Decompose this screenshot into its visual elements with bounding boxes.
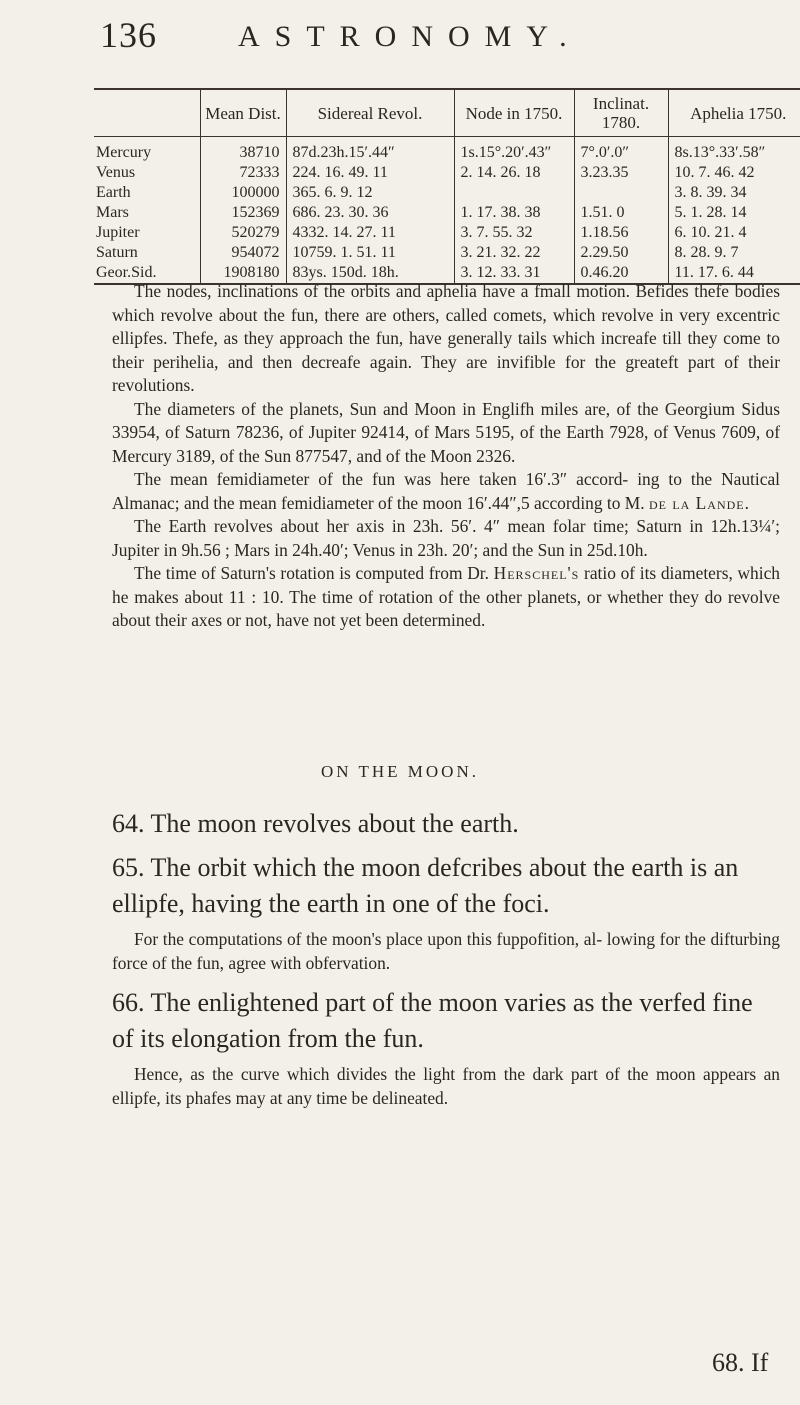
header-aphelia: Aphelia 1750.	[668, 89, 800, 137]
running-title: ASTRONOMY.	[238, 20, 582, 53]
mean-distance: 100000	[200, 183, 286, 203]
paragraph-text: The mean femidiameter of the fun was here taken 16′.3″ accord- ing to the Nautical Almanac; and the mean femidiameter of the moon 16′.44″,5 according to M.	[112, 469, 780, 513]
aphelion: 8s.13°.33′.58″	[668, 137, 800, 164]
node: 2. 14. 26. 18	[454, 163, 574, 183]
mean-distance: 38710	[200, 137, 286, 164]
author-name: Herschel's	[493, 563, 580, 583]
planet-name: Saturn	[96, 244, 138, 261]
moon-articles	[112, 806, 780, 1110]
header-sidereal-revol: Sidereal Revol.	[286, 89, 454, 137]
article-64: 64. The moon revolves about the earth.	[112, 809, 519, 838]
node: 3. 7. 55. 32	[454, 223, 574, 243]
table-row	[94, 243, 800, 263]
table-row	[94, 183, 800, 203]
node: 1s.15°.20′.43″	[454, 137, 574, 164]
node	[454, 183, 574, 203]
mean-distance: 1908180	[200, 263, 286, 284]
mean-distance: 954072	[200, 243, 286, 263]
table-row	[94, 137, 800, 164]
paragraph-text: .	[744, 492, 749, 513]
article-66: 66. The enlightened part of the moon varies as the verfed fine of its elongation from the fun.	[112, 988, 753, 1053]
inclination: 1.18.56	[574, 223, 668, 243]
body-text	[112, 280, 780, 633]
planet-name: Mercury	[96, 144, 152, 161]
page-header	[100, 14, 800, 74]
node: 3. 12. 33. 31	[454, 263, 574, 284]
sidereal-revolution: 83ys. 150d. 18h.	[286, 263, 454, 284]
sidereal-revolution: 10759. 1. 51. 11	[286, 243, 454, 263]
planet-name: Geor.Sid.	[94, 263, 200, 284]
article-65-note: For the computations of the moon's place upon this fuppofition, al- lowing for the difturbing force of the fun, agree with obfervation.	[112, 929, 780, 973]
author-name: de la Lande	[648, 492, 745, 513]
table-row	[94, 223, 800, 243]
page-number: 136	[100, 15, 157, 55]
planet-name: Jupiter	[96, 224, 140, 241]
header-inclination: Inclinat. 1780.	[574, 89, 668, 137]
planet-elements-table	[94, 88, 800, 285]
planet-name: Venus	[96, 164, 136, 181]
aphelion: 6. 10. 21. 4	[668, 223, 800, 243]
section-heading: ON THE MOON.	[321, 762, 479, 781]
node: 3. 21. 32. 22	[454, 243, 574, 263]
inclination: 0.46.20	[574, 263, 668, 284]
paragraph-nodes: The nodes, inclinations of the orbits and aphelia have a fmall motion. Befides thefe bodies which revolve about the fun, there are others, called comets, which revolve in very excentric ellipfes. Thefe, as they approach the fun, have generally tails which increafe till they come to their perihelia, and then decreafe again. They are invifible for the greateft part of their revolutions.	[112, 281, 780, 395]
planet-name: Mars	[96, 204, 129, 221]
node: 1. 17. 38. 38	[454, 203, 574, 223]
table-header-row	[94, 89, 800, 137]
paragraph-text: ratio of its diameters, which he makes about 11 : 10. The time of rotation of the other planets, or whether they do revolve about their axes or not, have not yet been determined.	[112, 563, 780, 630]
paragraph-semidiameter	[112, 468, 780, 515]
planet-elements-table-wrap	[94, 88, 800, 285]
sidereal-revolution: 365. 6. 9. 12	[286, 183, 454, 203]
mean-distance: 152369	[200, 203, 286, 223]
table-row	[94, 203, 800, 223]
paragraph-diameters: The diameters of the planets, Sun and Moon in Englifh miles are, of the Georgium Sidus 33954, of Saturn 78236, of Jupiter 92414, of Mars 5195, of the Earth 7928, of Venus 7609, of Mercury 3189, of the Sun 877547, and of the Moon 2326.	[112, 398, 780, 466]
catchword: 68. If	[712, 1348, 769, 1377]
inclination: 2.29.50	[574, 243, 668, 263]
aphelion: 3. 8. 39. 34	[668, 183, 800, 203]
article-66-note: Hence, as the curve which divides the light from the dark part of the moon appears an ellipfe, its phafes may at any time be delineated.	[112, 1064, 780, 1108]
aphelion: 5. 1. 28. 14	[668, 203, 800, 223]
aphelion: 10. 7. 46. 42	[668, 163, 800, 183]
sidereal-revolution: 224. 16. 49. 11	[286, 163, 454, 183]
mean-distance: 72333	[200, 163, 286, 183]
planet-name: Earth	[96, 184, 131, 201]
paragraph-saturn	[112, 562, 780, 633]
sidereal-revolution: 4332. 14. 27. 11	[286, 223, 454, 243]
paragraph-text: The time of Saturn's rotation is computed from Dr.	[134, 563, 489, 583]
sidereal-revolution: 686. 23. 30. 36	[286, 203, 454, 223]
paragraph-rotation: The Earth revolves about her axis in 23h. 56′. 4″ mean folar time; Saturn in 12h.13¼′; Jupiter in 9h.56 ; Mars in 24h.40′; Venus in 23h. 20′; and the Sun in 25d.10h.	[112, 516, 780, 560]
article-65: 65. The orbit which the moon defcribes about the earth is an ellipfe, having the earth in one of the foci.	[112, 853, 739, 918]
inclination: 7°.0′.0″	[574, 137, 668, 164]
inclination: 3.23.35	[574, 163, 668, 183]
mean-distance: 520279	[200, 223, 286, 243]
sidereal-revolution: 87d.23h.15′.44″	[286, 137, 454, 164]
aphelion: 8. 28. 9. 7	[668, 243, 800, 263]
inclination: 1.51. 0	[574, 203, 668, 223]
inclination	[574, 183, 668, 203]
table-row	[94, 163, 800, 183]
header-node: Node in 1750.	[454, 89, 574, 137]
header-mean-dist: Mean Dist.	[200, 89, 286, 137]
aphelion: 11. 17. 6. 44	[668, 263, 800, 284]
header-planet	[94, 89, 200, 137]
